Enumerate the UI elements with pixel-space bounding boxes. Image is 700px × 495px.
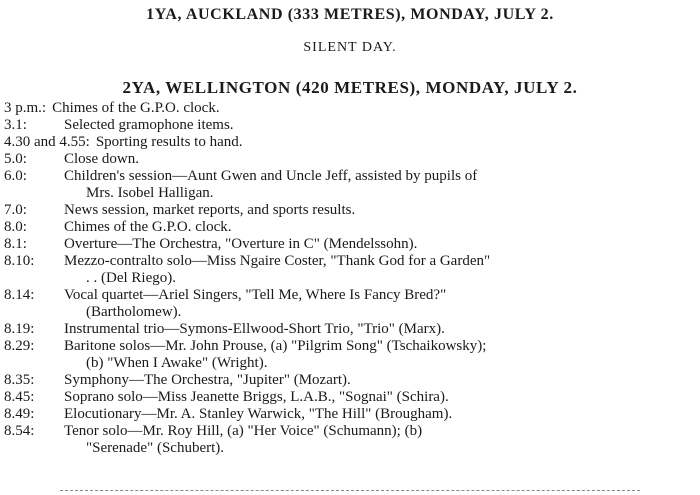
schedule-description <box>64 168 696 202</box>
schedule-entry <box>4 253 696 287</box>
schedule-description <box>64 338 696 372</box>
schedule-description <box>64 389 696 406</box>
description-continuation: . . (Del Riego). <box>86 270 176 286</box>
description-continuation: Mrs. Isobel Halligan. <box>86 185 214 201</box>
schedule-entry <box>4 168 696 202</box>
description-line: News session, market reports, and sports results. <box>64 202 356 218</box>
description-line: Selected gramophone items. <box>64 117 234 133</box>
description-continuation: (b) "When I Awake" (Wright). <box>86 355 268 371</box>
schedule-description <box>64 253 696 287</box>
schedule-description <box>64 236 696 253</box>
station-2ya-heading: 2YA, WELLINGTON (420 METRES), MONDAY, JULY 2. <box>122 78 578 97</box>
schedule-entry <box>4 117 696 134</box>
schedule-entry <box>4 134 696 151</box>
schedule-time: 8.35: <box>4 372 35 388</box>
schedule-entry <box>4 151 696 168</box>
description-line: Chimes of the G.P.O. clock. <box>52 100 220 116</box>
programme-schedule <box>4 100 696 457</box>
description-line: Tenor solo—Mr. Roy Hill, (a) "Her Voice" (Schumann); (b) <box>64 423 423 439</box>
schedule-time: 5.0: <box>4 151 27 167</box>
schedule-time: 8.19: <box>4 321 35 337</box>
schedule-time: 8.45: <box>4 389 35 405</box>
schedule-entry <box>4 406 696 423</box>
schedule-time: 4.30 and 4.55: <box>4 134 90 150</box>
schedule-time: 3 p.m.: <box>4 100 47 116</box>
description-line: Sporting results to hand. <box>95 134 243 150</box>
schedule-time: 8.1: <box>4 236 27 252</box>
schedule-time: 8.10: <box>4 253 35 269</box>
schedule-time: 3.1: <box>4 117 27 133</box>
schedule-time: 6.0: <box>4 168 27 184</box>
schedule-entry <box>4 100 696 117</box>
schedule-entry <box>4 423 696 457</box>
schedule-entry <box>4 236 696 253</box>
station-1ya-heading: 1YA, AUCKLAND (333 METRES), MONDAY, JULY 2. <box>146 6 554 23</box>
description-line: Children's session—Aunt Gwen and Uncle Jeff, assisted by pupils of <box>64 168 478 184</box>
schedule-time: 8.49: <box>4 406 35 422</box>
description-continuation: (Bartholomew). <box>86 304 182 320</box>
schedule-entry <box>4 321 696 338</box>
description-line: Symphony—The Orchestra, "Jupiter" (Mozart). <box>64 372 351 388</box>
schedule-entry <box>4 338 696 372</box>
schedule-description <box>64 372 696 389</box>
silent-day-notice: SILENT DAY. <box>303 40 397 55</box>
schedule-description <box>64 321 696 338</box>
description-line: Close down. <box>64 151 139 167</box>
schedule-entry <box>4 287 696 321</box>
description-line: Mezzo-contralto solo—Miss Ngaire Coster, "Thank God for a Garden" <box>64 253 491 269</box>
description-line: Chimes of the G.P.O. clock. <box>64 219 232 235</box>
schedule-description <box>64 219 696 236</box>
schedule-description <box>64 406 696 423</box>
schedule-description <box>64 202 696 219</box>
schedule-time: 8.0: <box>4 219 27 235</box>
description-line: Baritone solos—Mr. John Prouse, (a) "Pilgrim Song" (Tschaikowsky); <box>64 338 487 354</box>
description-line: Vocal quartet—Ariel Singers, "Tell Me, Where Is Fancy Bred?" <box>64 287 447 303</box>
schedule-time: 8.14: <box>4 287 35 303</box>
schedule-description <box>64 287 696 321</box>
schedule-time: 7.0: <box>4 202 27 218</box>
schedule-description <box>52 100 696 117</box>
description-line: Instrumental trio—Symons-Ellwood-Short Trio, "Trio" (Marx). <box>64 321 445 337</box>
description-line: Elocutionary—Mr. A. Stanley Warwick, "The Hill" (Brougham). <box>64 406 453 422</box>
schedule-entry <box>4 389 696 406</box>
schedule-entry <box>4 372 696 389</box>
schedule-time: 8.54: <box>4 423 35 439</box>
schedule-entry <box>4 219 696 236</box>
schedule-description <box>96 134 696 151</box>
column-divider <box>60 490 640 491</box>
description-line: Soprano solo—Miss Jeanette Briggs, L.A.B., "Sognai" (Schira). <box>64 389 449 405</box>
schedule-time: 8.29: <box>4 338 35 354</box>
schedule-entry <box>4 202 696 219</box>
schedule-description <box>64 423 696 457</box>
schedule-description <box>64 151 696 168</box>
schedule-description <box>64 117 696 134</box>
description-continuation: "Serenade" (Schubert). <box>86 440 225 456</box>
description-line: Overture—The Orchestra, "Overture in C" (Mendelssohn). <box>64 236 418 252</box>
